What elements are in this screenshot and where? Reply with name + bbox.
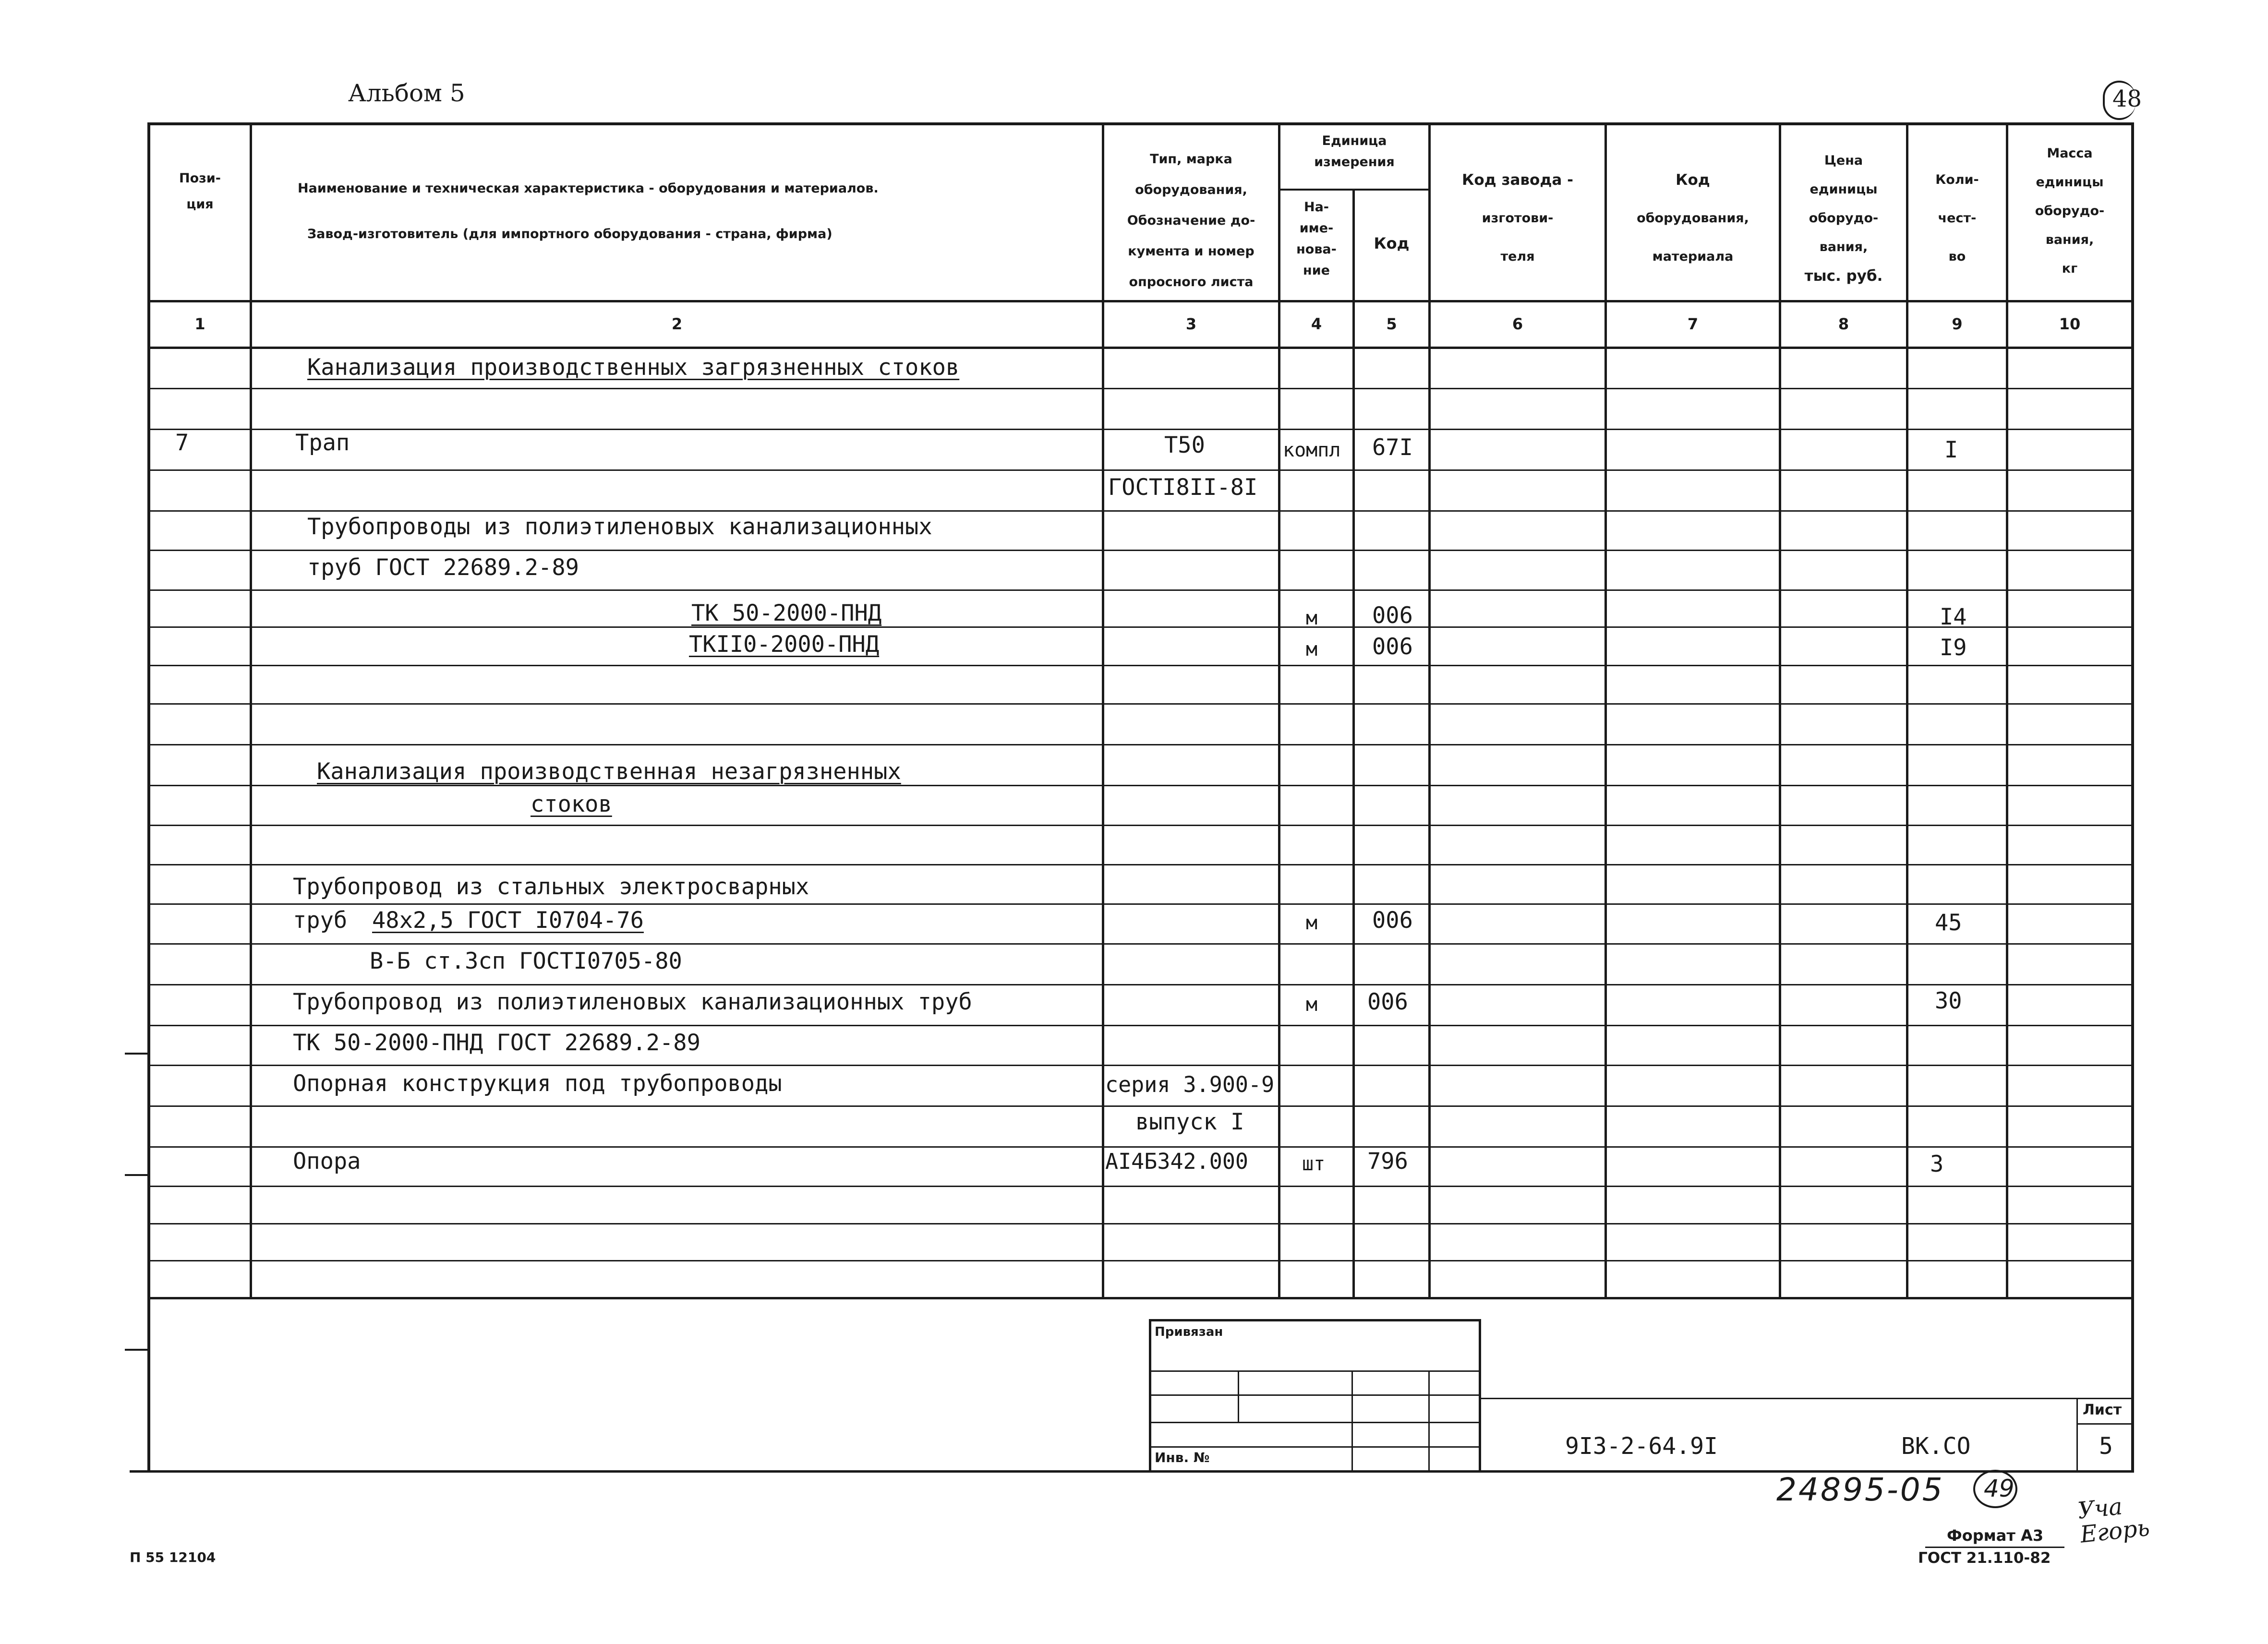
- header-col3: [1104, 144, 1278, 298]
- header-col4-line2: име-: [1299, 221, 1334, 236]
- steel-pipe-title: Трубопровод из стальных электросварных: [293, 874, 809, 900]
- pe-pipes-title-line1: Трубопроводы из полиэтиленовых канализационных: [307, 514, 932, 540]
- header-col8-line4: вания,: [1819, 240, 1868, 254]
- header-col2: [269, 166, 1085, 257]
- col-number-9: 9: [1952, 315, 1963, 333]
- header-col1-line1: Пози-: [179, 171, 221, 186]
- header-col6: [1431, 161, 1604, 276]
- support-qty: 3: [1930, 1151, 1944, 1177]
- pe-pipe-row-unit: м: [1306, 994, 1318, 1016]
- stamp-bound-label: Привязан: [1155, 1325, 1223, 1339]
- header-col6-line3: теля: [1500, 249, 1535, 264]
- support-type: АI4Б342.000: [1105, 1149, 1249, 1174]
- header-col1-line2: ция: [186, 197, 214, 212]
- pipe-tk110-unit: м: [1306, 638, 1318, 660]
- header-col3-line4: кумента и номер: [1128, 244, 1255, 259]
- section-title-clean-line1: Канализация производственная незагрязненных: [317, 758, 901, 785]
- pe-pipe-row-code: 006: [1367, 989, 1408, 1015]
- pipe-tk110-name: ТКII0-2000-ПНД: [689, 631, 880, 658]
- row-7-unit: компл: [1283, 439, 1341, 461]
- pe-pipe-row-name: Трубопровод из полиэтиленовых канализационных труб: [293, 989, 972, 1015]
- stamp-sheet-label: Лист: [2083, 1402, 2122, 1418]
- pipe-tk50-name: ТК 50-2000-ПНД: [691, 600, 882, 626]
- header-col9-line2: чест-: [1938, 211, 1977, 226]
- section-title-contaminated: Канализация производственных загрязненных стоков: [307, 354, 960, 381]
- col-number-8: 8: [1838, 315, 1849, 333]
- header-col3-line2: оборудования,: [1135, 182, 1247, 197]
- row-7-code: 67I: [1372, 434, 1413, 461]
- stamp-inventory-label: Инв. №: [1155, 1450, 1210, 1465]
- support-structure-name: Опорная конструкция под трубопроводы: [293, 1070, 782, 1097]
- header-col10-line5: кг: [2062, 261, 2078, 276]
- col-number-1: 1: [194, 315, 205, 333]
- row-7-qty: I: [1944, 437, 1958, 463]
- col-number-4: 4: [1311, 315, 1322, 333]
- footer-gost: ГОСТ 21.110-82: [1918, 1549, 2051, 1567]
- col-number-2: 2: [671, 315, 683, 333]
- footer-format-underline: [1925, 1547, 2064, 1548]
- steel-pipe-grade: В-Б ст.3сп ГОСТI0705-80: [370, 948, 682, 974]
- pipe-tk110-qty: I9: [1940, 635, 1967, 661]
- row-7-type: Т50: [1164, 432, 1205, 458]
- header-unit: [1280, 131, 1428, 173]
- header-col3-line3: Обозначение до-: [1127, 213, 1255, 228]
- header-col10: [2008, 139, 2131, 283]
- steel-pipe-code: 006: [1372, 907, 1413, 934]
- support-name: Опора: [293, 1148, 361, 1175]
- support-unit: шт: [1302, 1153, 1326, 1175]
- header-col9: [1908, 161, 2006, 276]
- col-number-10: 10: [2059, 315, 2081, 333]
- pe-pipes-title-line2: труб ГОСТ 22689.2-89: [307, 554, 579, 581]
- album-label: Альбом 5: [348, 79, 465, 107]
- header-col8-line5: тыс. руб.: [1804, 267, 1883, 285]
- support-code: 796: [1367, 1148, 1408, 1175]
- handwritten-number: 24895-05: [1776, 1471, 1944, 1508]
- header-col9-line3: во: [1948, 249, 1966, 264]
- col-number-6: 6: [1512, 315, 1523, 333]
- header-col3-line1: Тип, марка: [1150, 152, 1232, 167]
- col-number-7: 7: [1687, 315, 1699, 333]
- col-number-5: 5: [1386, 315, 1397, 333]
- header-col4-line4: ние: [1303, 263, 1330, 278]
- header-col3-line5: опросного листа: [1129, 275, 1254, 289]
- row-7-name: Трап: [295, 430, 350, 456]
- steel-pipe-qty: 45: [1935, 910, 1962, 936]
- header-col7: [1607, 161, 1779, 276]
- pipe-tk50-code: 006: [1372, 602, 1413, 629]
- steel-pipe-unit: м: [1306, 912, 1318, 934]
- header-unit-line2: измерения: [1314, 155, 1395, 169]
- support-structure-issue: выпуск I: [1135, 1109, 1244, 1135]
- steel-pipe-spec: 48x2,5 ГОСТ I0704-76: [372, 907, 644, 934]
- header-col4-line1: На-: [1303, 200, 1329, 215]
- footer-format: Формат А3: [1947, 1526, 2044, 1545]
- page-number-text: 48: [2112, 85, 2142, 112]
- stamp-mark: ВК.СО: [1901, 1433, 1971, 1460]
- handwritten-circled-text: 49: [1984, 1475, 2015, 1502]
- header-col7-line1: Код: [1676, 171, 1710, 189]
- signature: Уча Егорь: [2076, 1493, 2151, 1548]
- header-col9-line1: Коли-: [1935, 172, 1979, 187]
- stamp-document-code: 9I3-2-64.9I: [1565, 1433, 1718, 1460]
- header-col6-line1: Код завода -: [1462, 171, 1573, 189]
- footer-left-code: П 55 12104: [130, 1549, 216, 1565]
- row-7-position: 7: [175, 430, 189, 456]
- header-col8-line1: Цена: [1824, 153, 1863, 168]
- header-col4-line3: нова-: [1296, 242, 1337, 257]
- header-col7-line2: оборудования,: [1637, 211, 1749, 226]
- stamp-sheet-number: 5: [2099, 1433, 2113, 1460]
- pe-pipe-row-qty: 30: [1935, 988, 1962, 1014]
- pipe-tk50-unit: м: [1306, 607, 1318, 629]
- section-title-clean-line2: стоков: [531, 791, 612, 817]
- header-col10-line1: Масса: [2047, 146, 2093, 161]
- header-col8-line2: единицы: [1810, 182, 1878, 197]
- page-number-circled: [2103, 81, 2142, 120]
- header-col10-line2: единицы: [2036, 175, 2104, 190]
- header-col5: Код: [1374, 234, 1410, 252]
- handwritten-circled-number: [1973, 1470, 2017, 1508]
- header-col8-line3: оборудо-: [1809, 211, 1879, 226]
- header-col8: [1781, 146, 1906, 290]
- pipe-tk110-code: 006: [1372, 634, 1413, 660]
- header-col7-line3: материала: [1652, 249, 1734, 264]
- header-unit-line1: Единица: [1322, 133, 1387, 148]
- header-col4: [1280, 197, 1352, 281]
- header-col10-line3: оборудо-: [2035, 204, 2105, 218]
- header-col1: [150, 166, 250, 217]
- header-col6-line2: изготови-: [1482, 211, 1554, 226]
- header-col10-line4: вания,: [2045, 232, 2094, 247]
- pipe-tk50-qty: I4: [1940, 604, 1967, 630]
- col-number-3: 3: [1185, 315, 1197, 333]
- row-gost-type: ГОСТI8II-8I: [1108, 474, 1258, 501]
- header-col2-line1: Наименование и техническая характеристика - оборудования и материалов.: [298, 181, 879, 196]
- support-structure-series: серия 3.900-9: [1105, 1072, 1275, 1097]
- steel-pipe-prefix: труб: [293, 907, 348, 934]
- pe-pipe-row-spec: ТК 50-2000-ПНД ГОСТ 22689.2-89: [293, 1030, 700, 1056]
- header-col2-line2: Завод-изготовитель (для импортного оборудования - страна, фирма): [307, 227, 832, 241]
